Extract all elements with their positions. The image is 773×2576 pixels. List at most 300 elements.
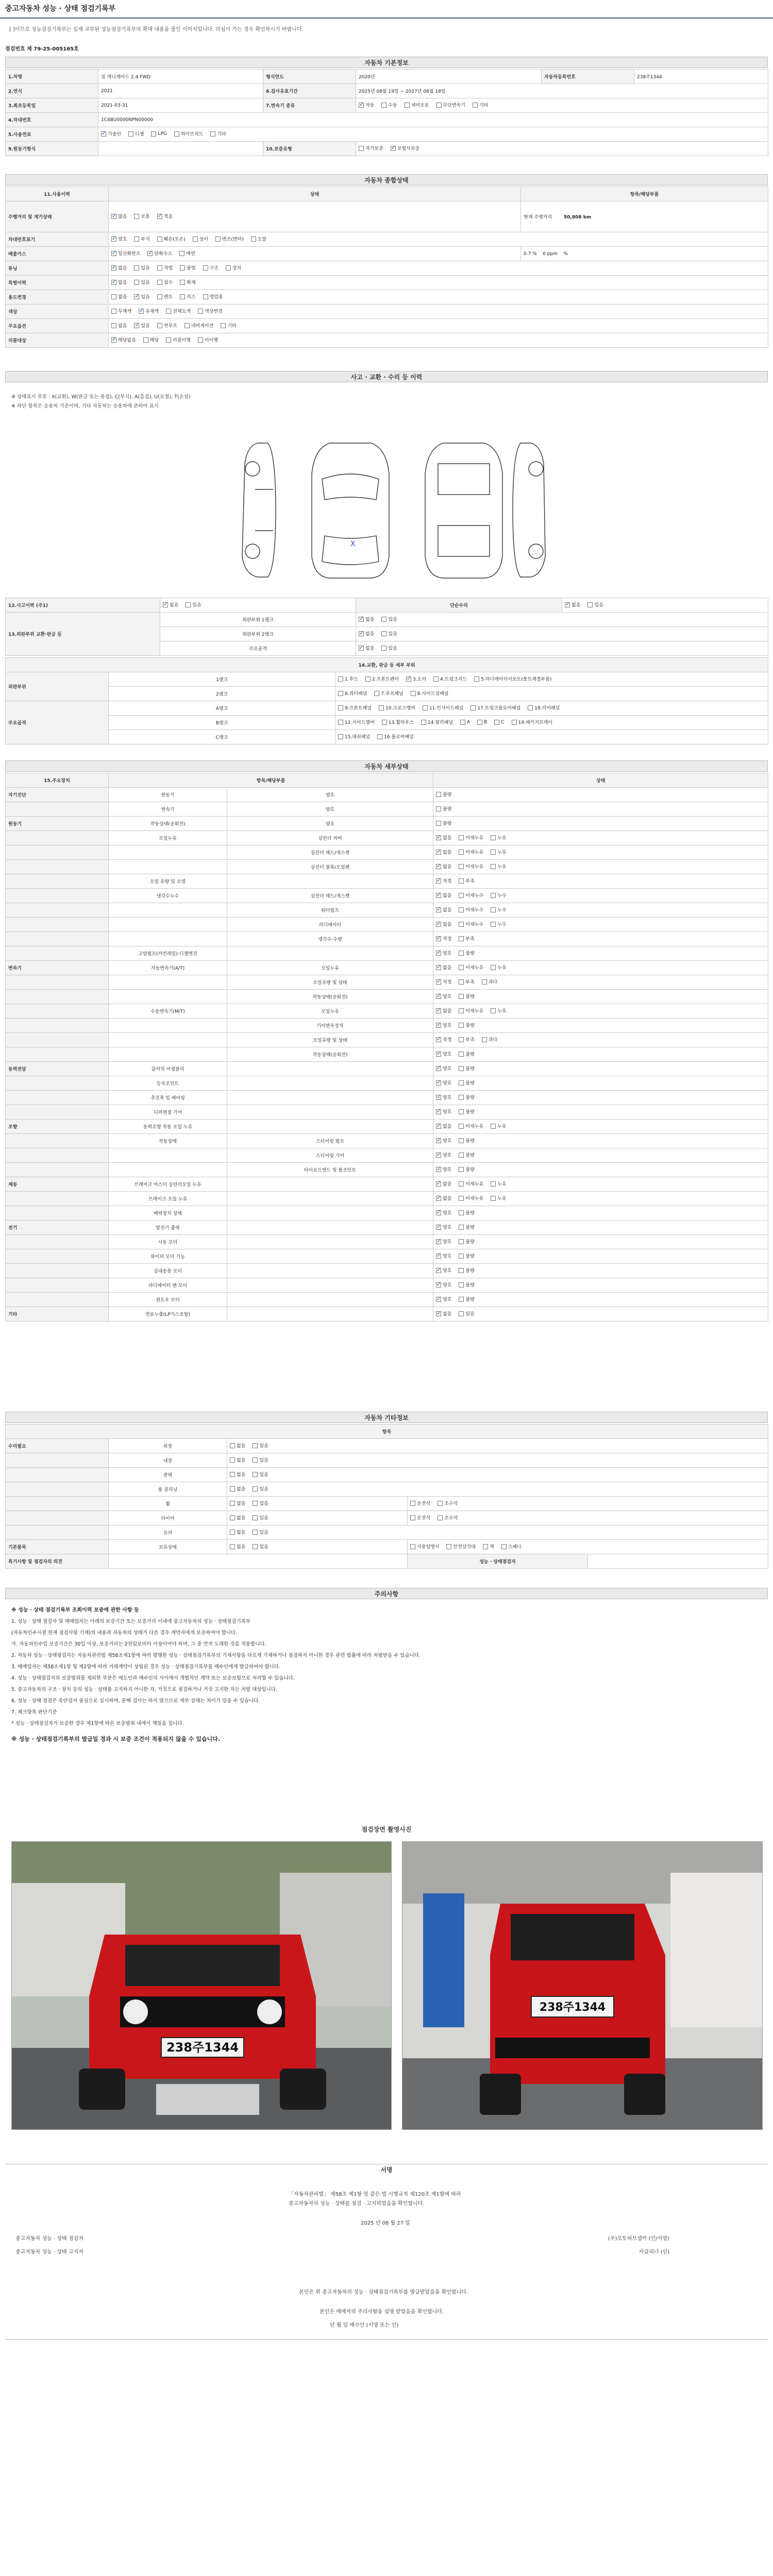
other-status	[227, 1497, 408, 1511]
detail-item	[109, 990, 227, 1004]
label-color: 색상	[6, 304, 109, 319]
sign-inspector-label: 중고자동차 성능 · 상태 점검자	[15, 2236, 83, 2242]
section-sign: 서명	[5, 2164, 768, 2175]
label-model-year: 형식연도	[263, 70, 356, 84]
other-row	[6, 1482, 768, 1497]
checkbox-option: ✓ 없음	[436, 834, 451, 841]
rankA-label: A랭크	[109, 701, 335, 716]
checkbox-option: ✓ 없음	[436, 1007, 451, 1014]
label-outer-rank1: 외판부위 1랭크	[160, 613, 356, 627]
detail-subitem	[227, 1307, 433, 1321]
checkbox-option: ✓ 없음	[436, 1123, 451, 1129]
label-accident: 12.사고이력 (주1)	[6, 598, 160, 613]
detail-subitem	[227, 1206, 433, 1221]
basic-info-table	[5, 69, 768, 156]
checkbox-option: ✓ 양호	[436, 950, 451, 956]
checkbox-option: ✓ 양호	[436, 1267, 451, 1274]
checkbox-option: 불량	[459, 1079, 474, 1086]
checkbox-icon	[230, 1458, 235, 1463]
detail-row	[6, 1307, 768, 1321]
accident-options: ✓ 없음 있음	[160, 598, 356, 613]
checkbox-option: ✓ 양호	[436, 1151, 451, 1158]
label-opinion: 특기사항 및 점검자의 의견	[6, 1554, 109, 1569]
detail-status	[433, 845, 768, 860]
detail-status	[433, 1307, 768, 1321]
detail-subitem: 실린더 헤드/개스켓	[227, 845, 433, 860]
section-basic-info: 자동차 기본정보	[5, 57, 768, 68]
value-reg-no: 238주1344	[634, 70, 768, 84]
label-vin-mark: 차대번호표기	[6, 232, 109, 247]
detail-group	[6, 1105, 109, 1120]
checkbox-option: 없음	[230, 1442, 245, 1449]
checkbox-icon	[459, 1109, 464, 1114]
checkbox-option: 누수	[491, 921, 506, 927]
label-outer-rank2: 외판부위 2랭크	[160, 627, 356, 641]
detail-group	[6, 1206, 109, 1221]
detail-row	[6, 802, 768, 817]
value-car-name: 짚 레니게이드 2.4 FWD	[98, 70, 263, 84]
label-reg-no: 자동차등록번호	[542, 70, 634, 84]
checkbox-option: 없음	[230, 1485, 245, 1492]
other-extra	[408, 1497, 768, 1511]
checkbox-icon	[436, 907, 441, 912]
checkbox-option: 없음	[230, 1456, 245, 1463]
value-model-year: 2020년	[356, 70, 542, 84]
detail-item: 디퍼렌셜 기어	[109, 1105, 227, 1120]
checkbox-option: 있음	[253, 1471, 268, 1478]
checkbox-icon	[436, 1008, 441, 1013]
detail-subitem	[227, 1293, 433, 1307]
checkbox-icon	[436, 1167, 441, 1172]
checkbox-icon	[253, 1486, 258, 1492]
recall-options: ✓ 해당없음 해당 리콜이행 미이행	[109, 333, 768, 348]
detail-subitem	[227, 1091, 433, 1105]
other-status	[227, 1540, 408, 1554]
detail-status	[433, 946, 768, 961]
checkbox-option: 사용설명서	[410, 1543, 439, 1550]
checkbox-option: 미세누유	[459, 863, 483, 870]
checkbox-option: 불량	[459, 1022, 474, 1028]
other-group: 기본품목	[6, 1540, 109, 1554]
detail-status	[433, 1177, 768, 1192]
other-row	[6, 1511, 768, 1526]
rankA-options: 9.프론트패널 10.크로스멤버 11.인사이드패널 17.트렁크플로어패널 18.리어패널	[335, 701, 768, 716]
detail-row	[6, 903, 768, 918]
detail-item: 작동상태	[109, 1134, 227, 1148]
checkbox-icon	[230, 1530, 235, 1535]
detail-status	[433, 975, 768, 990]
detail-item	[109, 903, 227, 918]
checkbox-option: ✓ 양호	[436, 1094, 451, 1100]
detail-row	[6, 860, 768, 874]
detail-status	[433, 961, 768, 975]
detail-item: 연료누출(LP가스포함)	[109, 1307, 227, 1321]
detail-subitem: 라디에이터	[227, 918, 433, 932]
checkbox-option: 미세누수	[459, 892, 483, 899]
checkbox-icon	[253, 1458, 258, 1463]
other-row	[6, 1439, 768, 1453]
label-simple-repair: 단순수리	[356, 598, 562, 613]
detail-subitem	[227, 1221, 433, 1235]
detail-item: 발전기 출력	[109, 1221, 227, 1235]
group-outer: 외판부위	[6, 672, 109, 701]
plate-rear: 238주1344	[539, 2001, 606, 2014]
detail-subitem	[227, 1062, 433, 1076]
checkbox-option: 있음	[253, 1514, 268, 1521]
certificate-number: 점검번호 제 79-25-005165호	[5, 46, 79, 52]
detail-group: 조향	[6, 1120, 109, 1134]
detail-status	[433, 1264, 768, 1278]
checkbox-icon	[436, 1210, 441, 1215]
checkbox-option: 잭	[483, 1543, 494, 1550]
plate-front: 238주1344	[166, 2040, 239, 2055]
detail-item	[109, 975, 227, 990]
other-group	[6, 1497, 109, 1511]
detail-subitem: 실린더 블록/오일팬	[227, 860, 433, 874]
detail-subitem: 오일누유	[227, 1004, 433, 1019]
checkbox-icon	[459, 878, 464, 884]
detail-group	[6, 932, 109, 946]
other-item: 룸 클리닝	[109, 1482, 227, 1497]
checkbox-icon	[459, 951, 464, 956]
caution-line: * 성능 · 상태점검자가 보증한 경우 제1항에 따른 보증범위 내에서 책임을 집니다.	[11, 1721, 184, 1726]
damage-legend-2: ※ 하단 항목은 승용차 기준이며, 기타 자동차는 승용차에 준하여 표시	[11, 403, 159, 409]
detail-item: 실내송풍 모터	[109, 1264, 227, 1278]
checkbox-icon	[436, 850, 441, 855]
damage-marker: X	[350, 540, 356, 548]
checkbox-icon	[230, 1443, 235, 1448]
sign-line-2: 중고자동차의 성능 · 상태를 점검 · 고지하였음을 확인합니다.	[289, 2201, 425, 2207]
caution-line: 1. 성능 · 상태 점검자 및 매매업자는 아래의 보증기간 또는 보증거리 이내에 중고자동차의 성능 · 상태점검기록부	[11, 1619, 251, 1624]
checkbox-icon	[436, 1282, 441, 1287]
detail-subitem	[227, 1120, 433, 1134]
checkbox-icon	[491, 1196, 496, 1201]
detail-status	[433, 1293, 768, 1307]
rankC-options: 15.대쉬패널 16.플로어패널	[335, 730, 768, 744]
checkbox-icon	[459, 1095, 464, 1100]
checkbox-option: 불량	[459, 993, 474, 999]
checkbox-option: 과다	[482, 978, 497, 985]
checkbox-icon	[436, 1268, 441, 1273]
detail-group	[6, 802, 109, 817]
checkbox-option: 누유	[491, 834, 506, 841]
detail-row	[6, 874, 768, 889]
detail-subitem: 양호	[227, 817, 433, 831]
checkbox-icon	[459, 1210, 464, 1215]
detail-subitem	[227, 1076, 433, 1091]
detail-group	[6, 845, 109, 860]
other-info-table	[5, 1424, 768, 1569]
detail-item: 등속조인트	[109, 1076, 227, 1091]
checkbox-option: ✓ 없음	[436, 1310, 451, 1317]
detail-subitem	[227, 874, 433, 889]
detail-subitem	[227, 946, 433, 961]
detail-status	[433, 1062, 768, 1076]
car-diagram	[227, 433, 546, 587]
checkbox-icon	[501, 1544, 507, 1549]
outer1-options: ✓ 없음 있음	[356, 613, 768, 627]
sign-confirm-2: 본인은 매매자의 주의사항을 설명 받았음을 확인합니다.	[320, 2309, 444, 2315]
checkbox-icon	[436, 1297, 441, 1302]
other-row	[6, 1526, 768, 1540]
detail-item	[109, 1047, 227, 1062]
checkbox-icon	[459, 1066, 464, 1071]
checkbox-icon	[253, 1443, 258, 1448]
detail-item: 작동상태(공회전)	[109, 817, 227, 831]
detail-status	[433, 788, 768, 802]
detail-status-table	[5, 773, 768, 1321]
checkbox-option: ✓ 양호	[436, 1209, 451, 1216]
detail-status	[433, 831, 768, 845]
detail-subitem: 오일유량 및 상태	[227, 1033, 433, 1047]
checkbox-option: ✓ 양호	[436, 1238, 451, 1245]
usage-change-options: 없음 ✓ 있음 렌트 리스 영업용	[109, 290, 768, 304]
detail-item: 원동기	[109, 788, 227, 802]
checkbox-option: ✓ 양호	[436, 1108, 451, 1115]
general-head-status: 상태	[109, 187, 521, 201]
checkbox-icon	[436, 893, 441, 898]
checkbox-option: 운전석	[410, 1514, 430, 1521]
checkbox-icon	[230, 1486, 235, 1492]
checkbox-option: 불량	[459, 1281, 474, 1288]
checkbox-icon	[459, 1268, 464, 1273]
rank2-options: 6.쿼터패널 7.루프패널 8.사이드실패널	[335, 687, 768, 701]
detail-status	[433, 1249, 768, 1264]
color-options: 무채색 ✓ 유채색 전체도색 색상변경	[109, 304, 768, 319]
checkbox-option: 불량	[459, 1238, 474, 1245]
detail-group	[6, 918, 109, 932]
detail-status	[433, 1148, 768, 1163]
other-row	[6, 1497, 768, 1511]
detail-subitem: 작동상태(공회전)	[227, 990, 433, 1004]
checkbox-icon	[459, 1124, 464, 1129]
detail-row	[6, 1293, 768, 1307]
checkbox-icon	[436, 994, 441, 999]
checkbox-option: 미세누유	[459, 1195, 483, 1201]
checkbox-icon	[436, 1124, 441, 1129]
accident-table	[5, 598, 768, 656]
checkbox-icon	[436, 864, 441, 869]
detail-status	[433, 1019, 768, 1033]
checkbox-option: ✓ 없음	[436, 1195, 451, 1201]
checkbox-icon	[436, 792, 441, 797]
detail-group	[6, 903, 109, 918]
rank1-options: 1.후드 2.프론트펜더 ✓ 3.도어 4.트렁크리드 5.라디에이터서포트(볼트체결부품)	[335, 672, 768, 687]
detail-group	[6, 1091, 109, 1105]
detail-row	[6, 1264, 768, 1278]
detail-item: 오일누유	[109, 831, 227, 845]
detail-row	[6, 845, 768, 860]
checkbox-icon	[459, 1023, 464, 1028]
detail-row	[6, 1249, 768, 1264]
rank1-label: 1랭크	[109, 672, 335, 687]
damage-legend: ※ 상태표시 부호 : X(교환), W(판금 또는 용접), C(부식), A(흠집), U(요철), T(손상)	[11, 394, 191, 400]
checkbox-icon	[491, 922, 496, 927]
checkbox-option: 누유	[491, 964, 506, 971]
other-group	[6, 1468, 109, 1482]
bottom-divider	[5, 2339, 768, 2340]
checkbox-option: 불량	[436, 820, 451, 826]
detail-group: 자기진단	[6, 788, 109, 802]
detail-status	[433, 1033, 768, 1047]
emission-values: 0.7 % 0 ppm %	[521, 247, 768, 261]
detail-row	[6, 1192, 768, 1206]
checkbox-option: ✓ 양호	[436, 993, 451, 999]
detail-row	[6, 889, 768, 903]
checkbox-icon	[459, 1225, 464, 1230]
detail-item	[109, 1148, 227, 1163]
detail-group: 전기	[6, 1221, 109, 1235]
label-outer-panels: 13.외판부위 교환·판금 등	[6, 613, 160, 656]
label-tuning: 튜닝	[6, 261, 109, 276]
checkbox-icon	[459, 1253, 464, 1259]
checkbox-option: 불량	[436, 805, 451, 812]
checkbox-option: 부족	[459, 877, 474, 884]
detail-group	[6, 874, 109, 889]
detail-subitem	[227, 1278, 433, 1293]
caution-line: 7. 체크항목 판단기준	[11, 1709, 57, 1715]
caution-line: 5. 중고자동차의 구조 · 장치 등의 성능 · 상태를 고지하지 아니한 자, 거짓으로 점검하거나 거짓 고지한 자는 처벌 대상입니다.	[11, 1687, 277, 1692]
detail-subitem: 오일누유	[227, 961, 433, 975]
detail-status	[433, 1120, 768, 1134]
checkbox-icon	[491, 864, 496, 869]
checkbox-option: ✓ 양호	[436, 1022, 451, 1028]
fuel-options: ✓ 가솔린 디젤 LPG 하이브리드 기타	[98, 127, 768, 142]
checkbox-icon	[436, 1181, 441, 1187]
checkbox-option: 과다	[482, 1036, 497, 1043]
checkbox-option: ✓ 없음	[436, 863, 451, 870]
detail-row	[6, 990, 768, 1004]
transmission-options: ✓ 자동 수동 세미오토 무단변속기 기타	[356, 98, 768, 113]
detail-subitem: 타이로드엔드 및 볼조인트	[227, 1163, 433, 1177]
detail-item	[109, 1163, 227, 1177]
checkbox-option: ✓ 없음	[436, 921, 451, 927]
checkbox-icon	[446, 1544, 451, 1549]
detail-item	[109, 932, 227, 946]
checkbox-option: ✓ 적정	[436, 935, 451, 942]
label-recall: 리콜대상	[6, 333, 109, 348]
detail-item: 브레이크 오일 누유	[109, 1192, 227, 1206]
checkbox-icon	[436, 1153, 441, 1158]
other-extra	[408, 1511, 768, 1526]
repair-options: ✓ 없음 있음	[562, 598, 768, 613]
checkbox-icon	[459, 1181, 464, 1187]
checkbox-option: 미세누유	[459, 834, 483, 841]
main-frame-options: ✓ 없음 있음	[356, 641, 768, 656]
label-first-reg: 3.최초등록일	[6, 98, 98, 113]
checkbox-icon	[436, 1109, 441, 1114]
detail-group	[6, 1004, 109, 1019]
checkbox-icon	[459, 965, 464, 970]
label-fuel: 5.사용연료	[6, 127, 98, 142]
detail-row	[6, 975, 768, 990]
detail-row	[6, 918, 768, 932]
detail-group	[6, 1033, 109, 1047]
detail-group	[6, 1134, 109, 1148]
section-other-info: 자동차 기타정보	[5, 1412, 768, 1423]
checkbox-icon	[436, 821, 441, 826]
detail-item: 배력장치 상태	[109, 1206, 227, 1221]
detail-status	[433, 874, 768, 889]
group-main-frame: 주요골격	[6, 701, 109, 744]
checkbox-icon	[459, 1037, 464, 1042]
detail-row	[6, 1076, 768, 1091]
detail-status	[433, 1206, 768, 1221]
detail-row	[6, 946, 768, 961]
detail-row	[6, 1033, 768, 1047]
checkbox-icon	[436, 951, 441, 956]
detail-item	[109, 860, 227, 874]
label-inspection-period: 6.검사유효기간	[263, 84, 356, 98]
checkbox-option: 없음	[230, 1529, 245, 1535]
other-group	[6, 1482, 109, 1497]
checkbox-option: ✓ 적정	[436, 1036, 451, 1043]
detail-group	[6, 946, 109, 961]
checkbox-option: 미세누수	[459, 921, 483, 927]
caution-line: 가. 자동차인수일 보증기간은 30일 이상, 보증거리는 2천킬로미터 이상이어야 하며, 그 중 먼저 도래한 것을 적용합니다.	[11, 1641, 266, 1647]
detail-item: 시동 모터	[109, 1235, 227, 1249]
detail-row	[6, 788, 768, 802]
checkbox-icon	[438, 1515, 443, 1520]
value-vin: 1C4BU0000NPN00000	[98, 113, 768, 127]
checkbox-option: 불량	[459, 1252, 474, 1259]
detail-status	[433, 1134, 768, 1148]
detail-status	[433, 860, 768, 874]
checkbox-option: 조수석	[438, 1500, 458, 1506]
checkbox-icon	[436, 1037, 441, 1042]
checkbox-option: 있음	[253, 1485, 268, 1492]
checkbox-option: 없음	[230, 1543, 245, 1550]
checkbox-icon	[459, 850, 464, 855]
checkbox-icon	[459, 1167, 464, 1172]
checkbox-option: ✓ 양호	[436, 1137, 451, 1144]
detail-row	[6, 817, 768, 831]
checkbox-icon	[491, 965, 496, 970]
general-status-table	[5, 187, 768, 348]
checkbox-icon	[459, 1138, 464, 1143]
checkbox-option: 미세누유	[459, 1180, 483, 1187]
sign-line-1: 「자동차관리법」 제58조 제1항 및 같은 법 시행규칙 제120조 제1항에 따라	[289, 2192, 461, 2197]
label-car-name: 1.차명	[6, 70, 98, 84]
detail-subitem	[227, 1235, 433, 1249]
checkbox-option: 불량	[459, 1296, 474, 1302]
sign-date: 2025 년 08 월 27 일	[361, 2221, 410, 2226]
detail-group	[6, 889, 109, 903]
checkbox-option: 있음	[253, 1442, 268, 1449]
checkbox-icon	[436, 965, 441, 970]
checkbox-icon	[436, 1138, 441, 1143]
checkbox-option: ✓ 적정	[436, 877, 451, 884]
checkbox-option: 불량	[459, 1151, 474, 1158]
other-status	[227, 1468, 768, 1482]
checkbox-icon	[459, 1153, 464, 1158]
detail-group: 기타	[6, 1307, 109, 1321]
checkbox-option: 불량	[459, 1209, 474, 1216]
general-head-item: 항목/해당부품	[521, 187, 768, 201]
detail-row	[6, 1235, 768, 1249]
checkbox-icon	[459, 1196, 464, 1201]
checkbox-icon	[459, 936, 464, 941]
checkbox-icon	[459, 1282, 464, 1287]
inspection-photo-front	[11, 1841, 392, 2130]
checkbox-icon	[436, 1239, 441, 1244]
other-group	[6, 1511, 109, 1526]
detail-item	[109, 1033, 227, 1047]
detail-subitem	[227, 1192, 433, 1206]
detail-subitem: 기어변속장치	[227, 1019, 433, 1033]
checkbox-option: 누수	[491, 892, 506, 899]
checkbox-icon	[482, 1037, 487, 1042]
